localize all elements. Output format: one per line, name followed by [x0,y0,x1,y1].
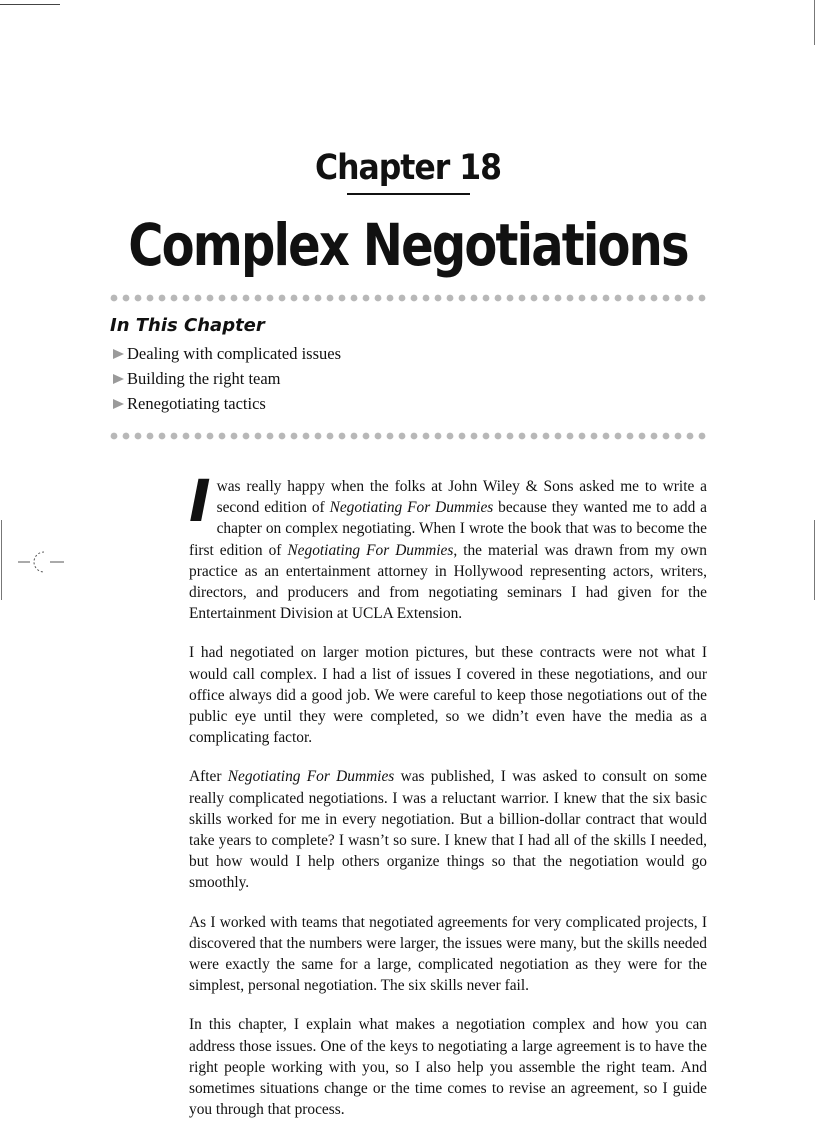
dotted-divider-bottom [110,431,710,441]
topic-item [110,366,341,391]
registration-mark-icon [18,548,68,576]
text-segment: was published, I was asked to consult on some really complicated negotiations. I was a reluctant warrior. I knew that the six basic skills worked for me in every negotiation. But a billion-dollar contract that would take years to complete? I wasn’t so sure. I knew that I had all of the skills I needed, but how would I help others organize things so that the negotiation would go smoothly. [189,768,707,892]
paragraph [189,766,707,893]
text-segment: , the material was drawn from my own practice as an entertainment attorney in Hollywood representing actors, writers, directors, and producers and from negotiating seminars I had given for the Entertainment Division at UCLA Extension. [189,541,707,623]
book-title: Negotiating For Dummies [329,499,494,517]
drop-cap: I [189,467,211,535]
book-title: Negotiating For Dummies [227,768,395,786]
page-edge-right-top [814,0,815,45]
paragraph: I had negotiated on larger motion pictures, but these contracts were not what I would call complex. I had a list of issues I covered in these negotiations, and our office always did a good job. We were careful to keep those negotiations out of the public eye until they were completed, so we didn’t even have the media as a complicating factor. [189,644,707,747]
paragraph: As I worked with teams that negotiated agreements for very complicated projects, I discovered that the numbers were larger, the issues were many, but the skills needed were exactly the same for a large, complicated negotiation as they were for the simplest, personal negotiation. The six skills never fail. [189,913,707,995]
crop-mark-top-left [0,4,60,5]
triangle-arrow-icon [110,372,126,386]
triangle-arrow-icon [110,347,126,361]
text-segment: because they wanted me to add a chapter on complex negotiating. When I wrote the book that was to become the first edition of [189,499,707,559]
paragraph: In this chapter, I explain what makes a negotiation complex and how you can address those issues. One of the keys to negotiating a large agreement is to have the right people working with you, so I also help you assemble the right team. And sometimes situations change or the time comes to revise an agreement, so I guide you through that process. [189,1016,707,1119]
text-segment: was really happy when the folks at John Wiley & Sons asked me to write a second edition of [216,478,707,517]
topic-item [110,391,341,416]
topic-label: Building the right team [127,369,281,388]
paragraph-intro [189,467,707,624]
dot-divider-icon [110,293,710,303]
page-edge-right-mid [814,520,815,600]
chapter-topics-list [110,341,341,416]
topic-item [110,341,341,366]
chapter-title: Complex Negotiations [128,211,688,279]
in-this-chapter-heading: In This Chapter [110,315,265,336]
dotted-divider-top [110,293,710,303]
topic-label: Renegotiating tactics [127,394,266,413]
chapter-number: Chapter 18 [314,148,502,188]
topic-label: Dealing with complicated issues [127,344,341,363]
chapter-underline [347,193,470,195]
book-title: Negotiating For Dummies [287,541,454,559]
dot-divider-icon [110,431,710,441]
triangle-arrow-icon [110,397,126,411]
text-segment: After [189,768,228,786]
chapter-body [189,467,707,1138]
page-edge-left-mid [1,520,2,600]
